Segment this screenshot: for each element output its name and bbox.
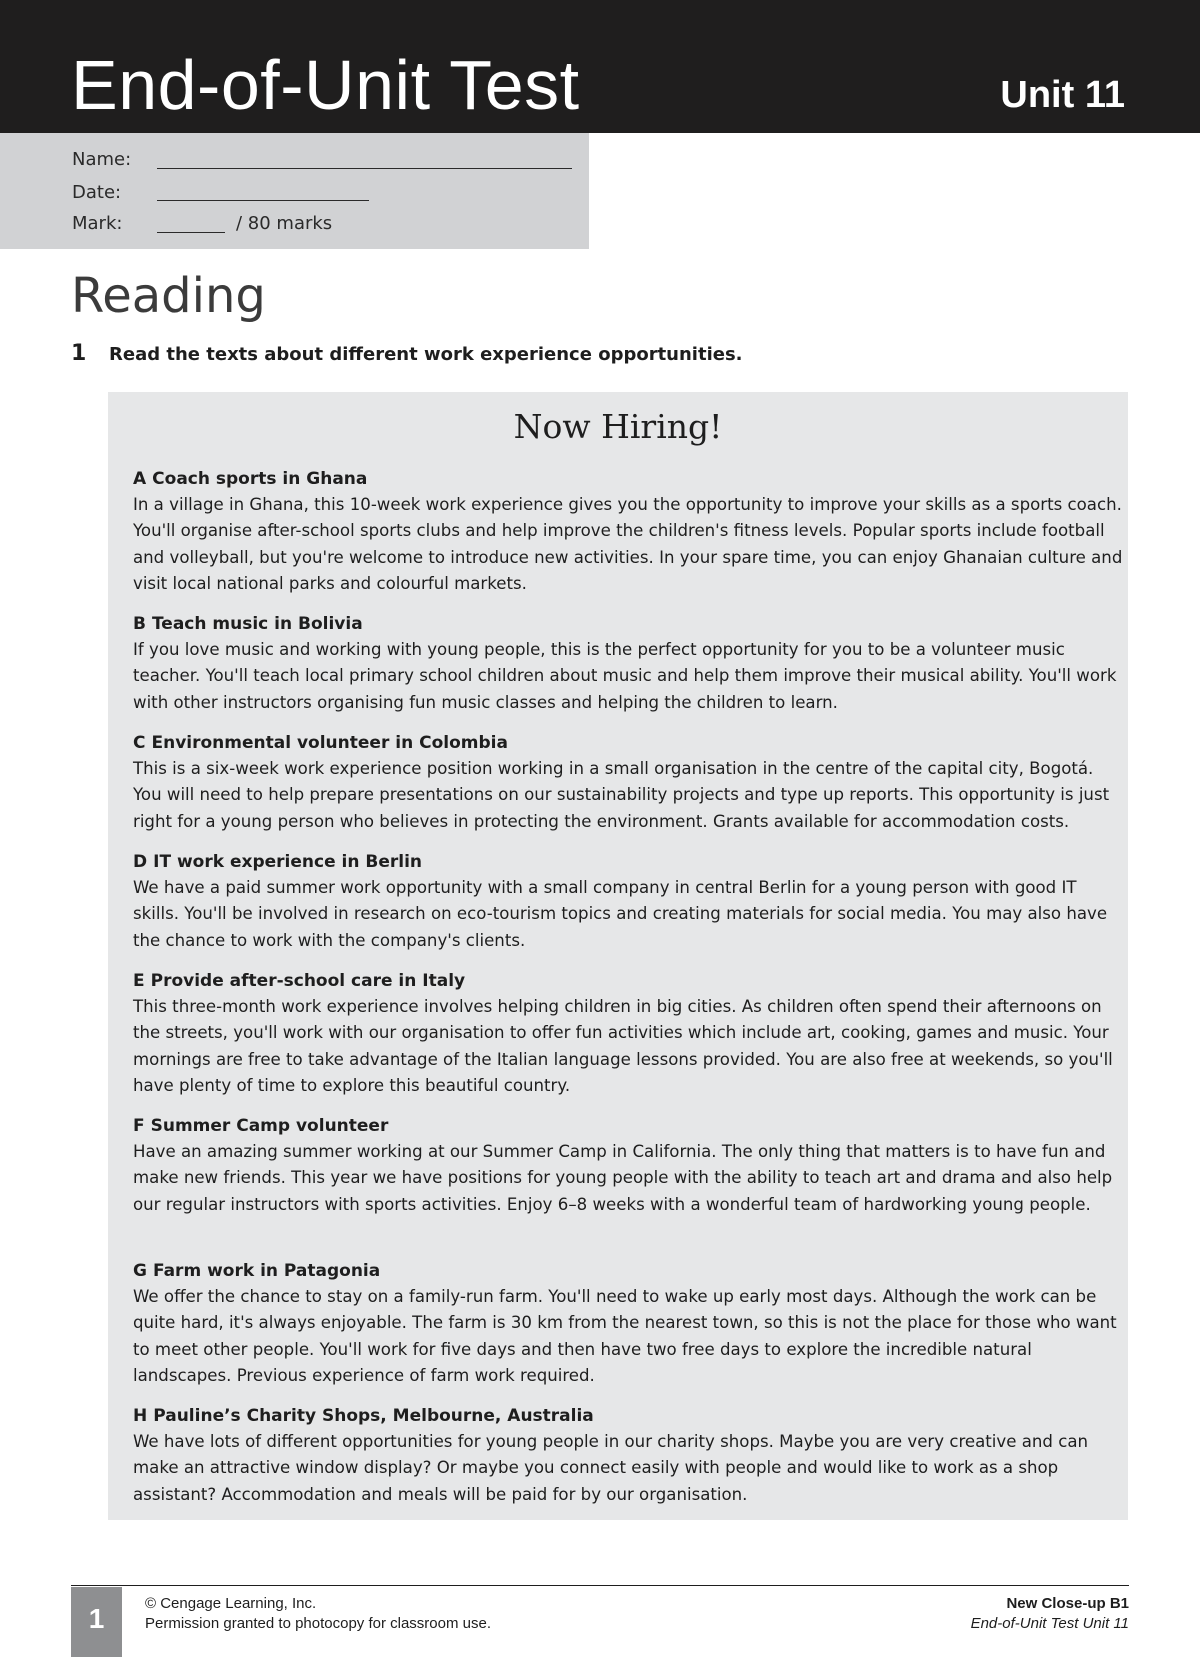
entry-title: Coach sports in Ghana <box>152 469 368 489</box>
entry-title: Environmental volunteer in Colombia <box>151 733 508 753</box>
entry-body: Have an amazing summer working at our Summer Camp in California. The only thing that matters is to have fun and make new friends. This year we have positions for young people with the ability to teach art and drama and also help our regular instructors with sports activities. Enjoy 6–8 weeks with a wonderful team of hardworking young people. <box>133 1142 1113 1214</box>
page-number: 1 <box>71 1587 122 1657</box>
entry-letter: H <box>133 1406 148 1426</box>
entry-title: Summer Camp volunteer <box>150 1116 389 1136</box>
date-field[interactable] <box>157 200 369 201</box>
entry-a <box>133 466 1123 598</box>
question-instruction: Read the texts about different work experience opportunities. <box>109 344 743 365</box>
entry-title: Farm work in Patagonia <box>152 1261 381 1281</box>
date-label: Date: <box>72 182 122 203</box>
entry-body: We offer the chance to stay on a family-run farm. You'll need to wake up early most days. Although the work can be quite hard, it's always enjoyable. The farm is 30 km from the nearest town, so this is not the place for those who want to meet other people. You'll work for five days and then have two free days to explore the incredible natural landscapes. Previous experience of farm work required. <box>133 1287 1117 1386</box>
permission-text: Permission granted to photocopy for classroom use. <box>145 1615 492 1632</box>
entry-h <box>133 1403 1123 1508</box>
entry-body: This is a six-week work experience position working in a small organisation in the centre of the capital city, Bogotá. You will need to help prepare presentations on our sustainability projects and type up reports. This opportunity is just right for a young person who believes in protecting the environment. Grants available for accommodation costs. <box>133 759 1110 831</box>
footer-copyright-block <box>145 1594 491 1634</box>
entry-heading <box>133 730 1123 756</box>
book-subtitle: End-of-Unit Test Unit 11 <box>970 1615 1129 1632</box>
footer-divider <box>71 1585 1129 1586</box>
question-number: 1 <box>71 341 87 366</box>
entry-g <box>133 1258 1123 1390</box>
entry-letter: C <box>133 733 146 753</box>
entry-body: If you love music and working with young people, this is the perfect opportunity for you to be a volunteer music teacher. You'll teach local primary school children about music and help them improve their musical ability. You'll work with other instructors organising fun music classes and helping the children to learn. <box>133 640 1117 712</box>
entry-letter: A <box>133 469 147 489</box>
name-label: Name: <box>72 149 132 170</box>
entry-body: This three-month work experience involves helping children in big cities. As children often spend their afternoons on the streets, you'll work with our organisation to offer fun activities which include art, cooking, games and music. Your mornings are free to take advantage of the Italian language lessons provided. You are also free at weekends, so you'll have plenty of time to explore this beautiful country. <box>133 997 1113 1096</box>
unit-label: Unit 11 <box>1000 74 1125 116</box>
entry-c <box>133 730 1123 835</box>
entry-letter: B <box>133 614 146 634</box>
panel-title: Now Hiring! <box>513 407 723 446</box>
header-band <box>0 0 1200 133</box>
name-field[interactable] <box>157 168 572 169</box>
entry-heading <box>133 466 1123 492</box>
entry-d <box>133 849 1123 954</box>
entry-title: Teach music in Bolivia <box>151 614 363 634</box>
entry-heading <box>133 1258 1123 1284</box>
entry-title: Pauline’s Charity Shops, Melbourne, Australia <box>153 1406 594 1426</box>
entry-b <box>133 611 1123 716</box>
copyright-text: © Cengage Learning, Inc. <box>145 1595 317 1612</box>
reading-text-panel <box>108 392 1128 1520</box>
entry-heading <box>133 1403 1123 1429</box>
entry-title: IT work experience in Berlin <box>153 852 422 872</box>
entry-letter: G <box>133 1261 147 1281</box>
entry-body: We have lots of different opportunities for young people in our charity shops. Maybe you are very creative and can make an attractive window display? Or maybe you connect easily with people and would like to work as a shop assistant? Accommodation and meals will be paid for by our organisation. <box>133 1432 1089 1504</box>
entry-letter: D <box>133 852 148 872</box>
footer-book-block <box>971 1594 1129 1634</box>
entry-heading <box>133 849 1123 875</box>
entry-heading <box>133 611 1123 637</box>
entry-body: In a village in Ghana, this 10-week work experience gives you the opportunity to improve your skills as a sports coach. You'll organise after-school sports clubs and help improve the children's fitness levels. Popular sports include football and volleyball, but you're welcome to introduce new activities. In your spare time, you can enjoy Ghanaian culture and visit local national parks and colourful markets. <box>133 495 1123 594</box>
marks-total: / 80 marks <box>236 213 333 234</box>
section-heading: Reading <box>71 268 266 324</box>
book-title: New Close-up B1 <box>1006 1595 1129 1612</box>
mark-field[interactable] <box>157 232 225 233</box>
entry-title: Provide after-school care in Italy <box>150 971 466 991</box>
entry-letter: F <box>133 1116 145 1136</box>
entry-body: We have a paid summer work opportunity with a small company in central Berlin for a young person with good IT skills. You'll be involved in research on eco-tourism topics and creating materials for social media. You may also have the chance to work with the company's clients. <box>133 878 1108 950</box>
entry-f <box>133 1113 1123 1218</box>
entry-e <box>133 968 1123 1100</box>
entry-heading <box>133 1113 1123 1139</box>
mark-label: Mark: <box>72 213 123 234</box>
entry-letter: E <box>133 971 145 991</box>
entry-heading <box>133 968 1123 994</box>
page-title: End-of-Unit Test <box>71 46 580 124</box>
